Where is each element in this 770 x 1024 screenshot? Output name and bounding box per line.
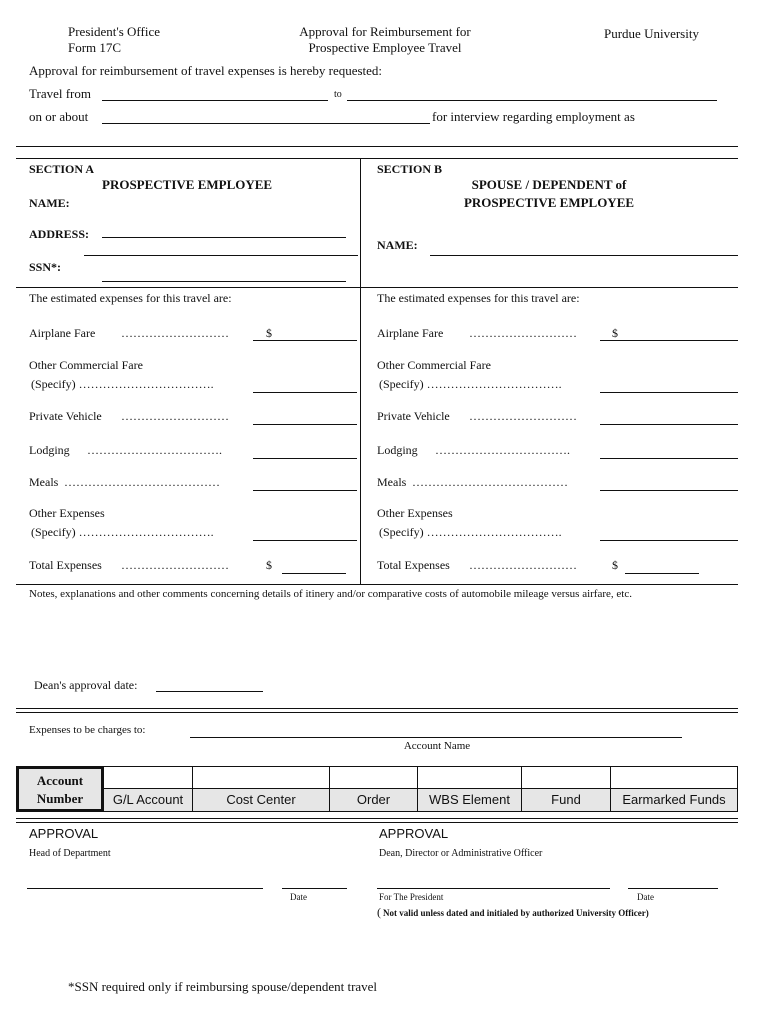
date-field[interactable] xyxy=(102,123,430,124)
on-or-about-label: on or about xyxy=(29,109,89,124)
a-ssn-field[interactable] xyxy=(102,281,346,282)
travel-to-field[interactable] xyxy=(347,100,717,101)
a-ssn-label: SSN*: xyxy=(29,260,62,274)
a-private-vehicle-label: Private Vehicle xyxy=(29,409,102,423)
b-meals-field[interactable] xyxy=(600,490,738,491)
approval-double-rule xyxy=(16,818,738,823)
a-meals-label: Meals xyxy=(29,475,59,489)
not-valid-paren: ( xyxy=(377,905,381,919)
b-other-expenses-specify: (Specify) ……………………………. xyxy=(379,525,562,539)
a-lodging-dots: ……………………………. xyxy=(87,443,222,457)
left-approval-title: APPROVAL xyxy=(29,826,99,841)
a-total-dots: ……………………… xyxy=(121,558,229,572)
b-other-commercial-label: Other Commercial Fare xyxy=(377,358,491,372)
right-approval-sub: Dean, Director or Administrative Officer xyxy=(379,848,543,859)
b-airplane-field[interactable] xyxy=(600,340,738,341)
b-total-dollar: $ xyxy=(612,558,618,572)
b-total-dots: ……………………… xyxy=(469,558,577,572)
account-number-table xyxy=(16,766,738,812)
right-date-field[interactable] xyxy=(628,888,718,889)
fund-label: Fund xyxy=(522,788,610,811)
account-name-caption: Account Name xyxy=(403,740,471,752)
b-other-expenses-label: Other Expenses xyxy=(377,506,453,520)
a-other-commercial-field[interactable] xyxy=(253,392,357,393)
order-cell[interactable] xyxy=(329,767,417,811)
a-airplane-dollar: $ xyxy=(266,326,272,340)
gl-account-cell[interactable] xyxy=(103,767,192,811)
section-a-heading: SECTION A xyxy=(29,162,95,176)
request-text: Approval for reimbursement of travel expenses is hereby requested: xyxy=(29,63,383,78)
cost-center-cell[interactable] xyxy=(192,767,329,811)
b-private-vehicle-label: Private Vehicle xyxy=(377,409,450,423)
account-header-line1: Account xyxy=(36,773,84,788)
fund-cell[interactable] xyxy=(521,767,610,811)
interview-text: for interview regarding employment as xyxy=(432,109,635,124)
b-other-expenses-field[interactable] xyxy=(600,540,738,541)
wbs-element-cell[interactable] xyxy=(417,767,521,811)
a-airplane-field[interactable] xyxy=(253,340,357,341)
earmarked-funds-label: Earmarked Funds xyxy=(611,788,737,811)
to-label: to xyxy=(334,89,342,100)
b-private-vehicle-field[interactable] xyxy=(600,424,738,425)
account-name-field[interactable] xyxy=(190,737,682,738)
b-lodging-label: Lodging xyxy=(377,443,418,457)
wbs-element-label: WBS Element xyxy=(418,788,521,811)
right-date-label: Date xyxy=(637,892,654,902)
a-total-dollar: $ xyxy=(266,558,272,572)
charges-double-rule xyxy=(16,708,738,713)
b-meals-dots: ………………………………… xyxy=(412,475,568,489)
b-name-label: NAME: xyxy=(377,238,418,252)
b-other-commercial-field[interactable] xyxy=(600,392,738,393)
a-estimate-text: The estimated expenses for this travel are: xyxy=(29,291,232,305)
university-name: Purdue University xyxy=(604,26,699,41)
travel-from-label: Travel from xyxy=(29,86,91,101)
gl-account-label: G/L Account xyxy=(104,788,192,811)
b-airplane-label: Airplane Fare xyxy=(377,326,444,340)
section-divider xyxy=(360,159,361,585)
section-a-subheading: PROSPECTIVE EMPLOYEE xyxy=(102,177,273,192)
head-of-department-signature[interactable] xyxy=(27,888,263,889)
dean-approval-date-field[interactable] xyxy=(156,691,263,692)
account-number-header xyxy=(17,767,103,811)
a-address-field-1[interactable] xyxy=(102,237,346,238)
order-label: Order xyxy=(330,788,417,811)
a-private-vehicle-field[interactable] xyxy=(253,424,357,425)
a-meals-dots: ………………………………… xyxy=(64,475,220,489)
position-field[interactable] xyxy=(16,146,738,147)
office-name: President's Office xyxy=(68,24,160,39)
section-b-subheading-1: SPOUSE / DEPENDENT of xyxy=(471,177,627,192)
a-total-field[interactable] xyxy=(282,573,346,574)
a-total-label: Total Expenses xyxy=(29,558,102,572)
left-approval-sub: Head of Department xyxy=(29,848,111,859)
a-other-commercial-label: Other Commercial Fare xyxy=(29,358,143,372)
a-other-expenses-specify: (Specify) ……………………………. xyxy=(31,525,214,539)
right-approval-title: APPROVAL xyxy=(379,826,449,841)
b-airplane-dollar: $ xyxy=(612,326,618,340)
not-valid-text: Not valid unless dated and initialed by authorized University Officer) xyxy=(383,908,649,918)
a-airplane-dots: ……………………… xyxy=(121,326,229,340)
a-other-commercial-specify: (Specify) ……………………………. xyxy=(31,377,214,391)
b-lodging-dots: ……………………………. xyxy=(435,443,570,457)
b-total-label: Total Expenses xyxy=(377,558,450,572)
a-lodging-field[interactable] xyxy=(253,458,357,459)
b-meals-label: Meals xyxy=(377,475,407,489)
dean-approval-label: Dean's approval date: xyxy=(34,678,138,692)
section-top-rule xyxy=(16,158,738,159)
earmarked-funds-cell[interactable] xyxy=(610,767,737,811)
b-other-commercial-specify: (Specify) ……………………………. xyxy=(379,377,562,391)
for-president-label: For The President xyxy=(379,892,444,902)
section-bottom-rule xyxy=(16,584,738,585)
a-other-expenses-field[interactable] xyxy=(253,540,357,541)
president-signature[interactable] xyxy=(377,888,610,889)
form-title-line1: Approval for Reimbursement for xyxy=(299,24,471,39)
a-airplane-label: Airplane Fare xyxy=(29,326,96,340)
account-header-line2: Number xyxy=(36,791,84,806)
cost-center-label: Cost Center xyxy=(193,788,329,811)
section-b-heading: SECTION B xyxy=(377,162,443,176)
notes-text: Notes, explanations and other comments concerning details of itinery and/or comparative costs of automobile mileage versus airfare, etc. xyxy=(29,588,632,600)
a-other-expenses-label: Other Expenses xyxy=(29,506,105,520)
a-address-field-2[interactable] xyxy=(84,255,358,256)
a-lodging-label: Lodging xyxy=(29,443,70,457)
b-airplane-dots: ……………………… xyxy=(469,326,577,340)
form-title-line2: Prospective Employee Travel xyxy=(308,40,462,55)
b-estimate-text: The estimated expenses for this travel are: xyxy=(377,291,580,305)
left-date-field[interactable] xyxy=(282,888,347,889)
b-name-field[interactable] xyxy=(430,255,738,256)
a-private-vehicle-dots: ……………………… xyxy=(121,409,229,423)
a-meals-field[interactable] xyxy=(253,490,357,491)
b-lodging-field[interactable] xyxy=(600,458,738,459)
a-name-label: NAME: xyxy=(29,196,70,210)
ssn-footnote: *SSN required only if reimbursing spouse/dependent travel xyxy=(68,979,378,994)
estimate-rule xyxy=(16,287,738,288)
charges-label: Expenses to be charges to: xyxy=(29,724,146,736)
travel-from-field[interactable] xyxy=(102,100,328,101)
b-private-vehicle-dots: ……………………… xyxy=(469,409,577,423)
b-total-field[interactable] xyxy=(625,573,699,574)
form-number: Form 17C xyxy=(68,40,122,55)
left-date-label: Date xyxy=(290,892,307,902)
a-address-label: ADDRESS: xyxy=(29,227,90,241)
section-b-subheading-2: PROSPECTIVE EMPLOYEE xyxy=(463,195,635,210)
